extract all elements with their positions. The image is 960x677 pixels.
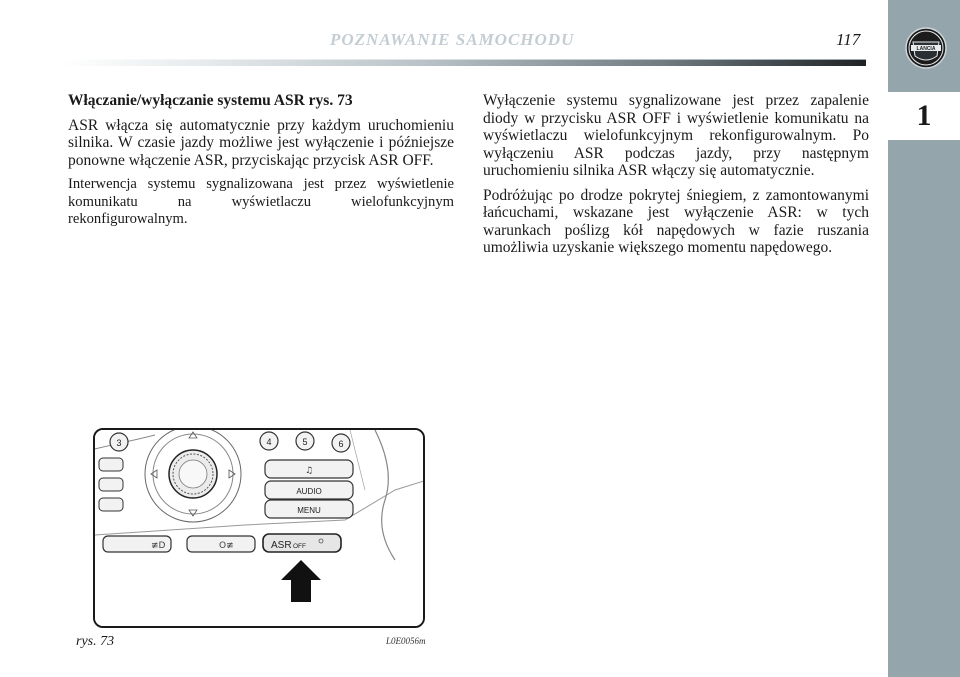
preset-buttons (260, 432, 350, 452)
paragraph: Podróżując po drodze pokrytej śniegiem, z zamontowanymi łańcuchami, wskazane jest wyłączenie ASR: w tych warunkach poślizg kół napędowych w fazie ruszania umożliwia uzyskanie większego momentu napędowego. (483, 186, 869, 256)
lower-switch-row (103, 534, 341, 552)
chapter-number: 1 (916, 99, 932, 132)
figure-code: L0E0056m (386, 636, 426, 646)
preset-6-label: 6 (338, 439, 344, 449)
page-number: 117 (836, 30, 861, 49)
rear-fog-light-icon: O≢ (219, 541, 234, 551)
header-rule (60, 60, 866, 66)
fog-light-icon: ≢D (151, 541, 166, 551)
figure-asr-button-illustration (93, 428, 425, 628)
figure-caption: rys. 73 (76, 634, 115, 649)
menu-button-label: MENU (297, 506, 321, 515)
preset-4-label: 4 (266, 437, 272, 447)
section-subheading: Włączanie/wyłączanie systemu ASR rys. 73 (68, 92, 353, 109)
audio-button-label: AUDIO (296, 487, 322, 496)
asr-button-label: ASR (271, 540, 292, 551)
preset-5-label: 5 (302, 437, 308, 447)
preset-3-label: 3 (116, 438, 122, 448)
running-header-title: POZNAWANIE SAMOCHODU (330, 30, 575, 49)
paragraph: ASR włącza się automatycznie przy każdym uruchomieniu silnika. W czasie jazdy możliwe jest wyłączenie i późniejsze ponowne włączenie ASR, przyciskając przycisk ASR OFF. (68, 116, 454, 169)
asr-off-label: OFF (293, 543, 306, 550)
logo-text: LANCIA (916, 46, 936, 52)
right-text-column (483, 92, 869, 264)
paragraph: Interwencja systemu sygnalizowana jest przez wyświetlenie komunikatu na wyświetlaczu wielofunkcyjnym rekonfigurowalnym. (68, 176, 454, 227)
paragraph: Wyłączenie systemu sygnalizowane jest przez zapalenie diody w przycisku ASR OFF i wyświetlenie komunikatu na wyświetlaczu wielofunkcyjnym rekonfigurowalnym. Po wyłączeniu ASR podczas jazdy, przy następnym uruchomieniu silnika ASR włączy się automatycznie. (483, 92, 869, 179)
left-text-column (68, 92, 454, 236)
function-buttons (265, 460, 353, 518)
mute-icon: ♫ (304, 466, 314, 476)
dashboard-panel-drawing (95, 430, 425, 628)
lancia-shield-icon (904, 26, 948, 70)
